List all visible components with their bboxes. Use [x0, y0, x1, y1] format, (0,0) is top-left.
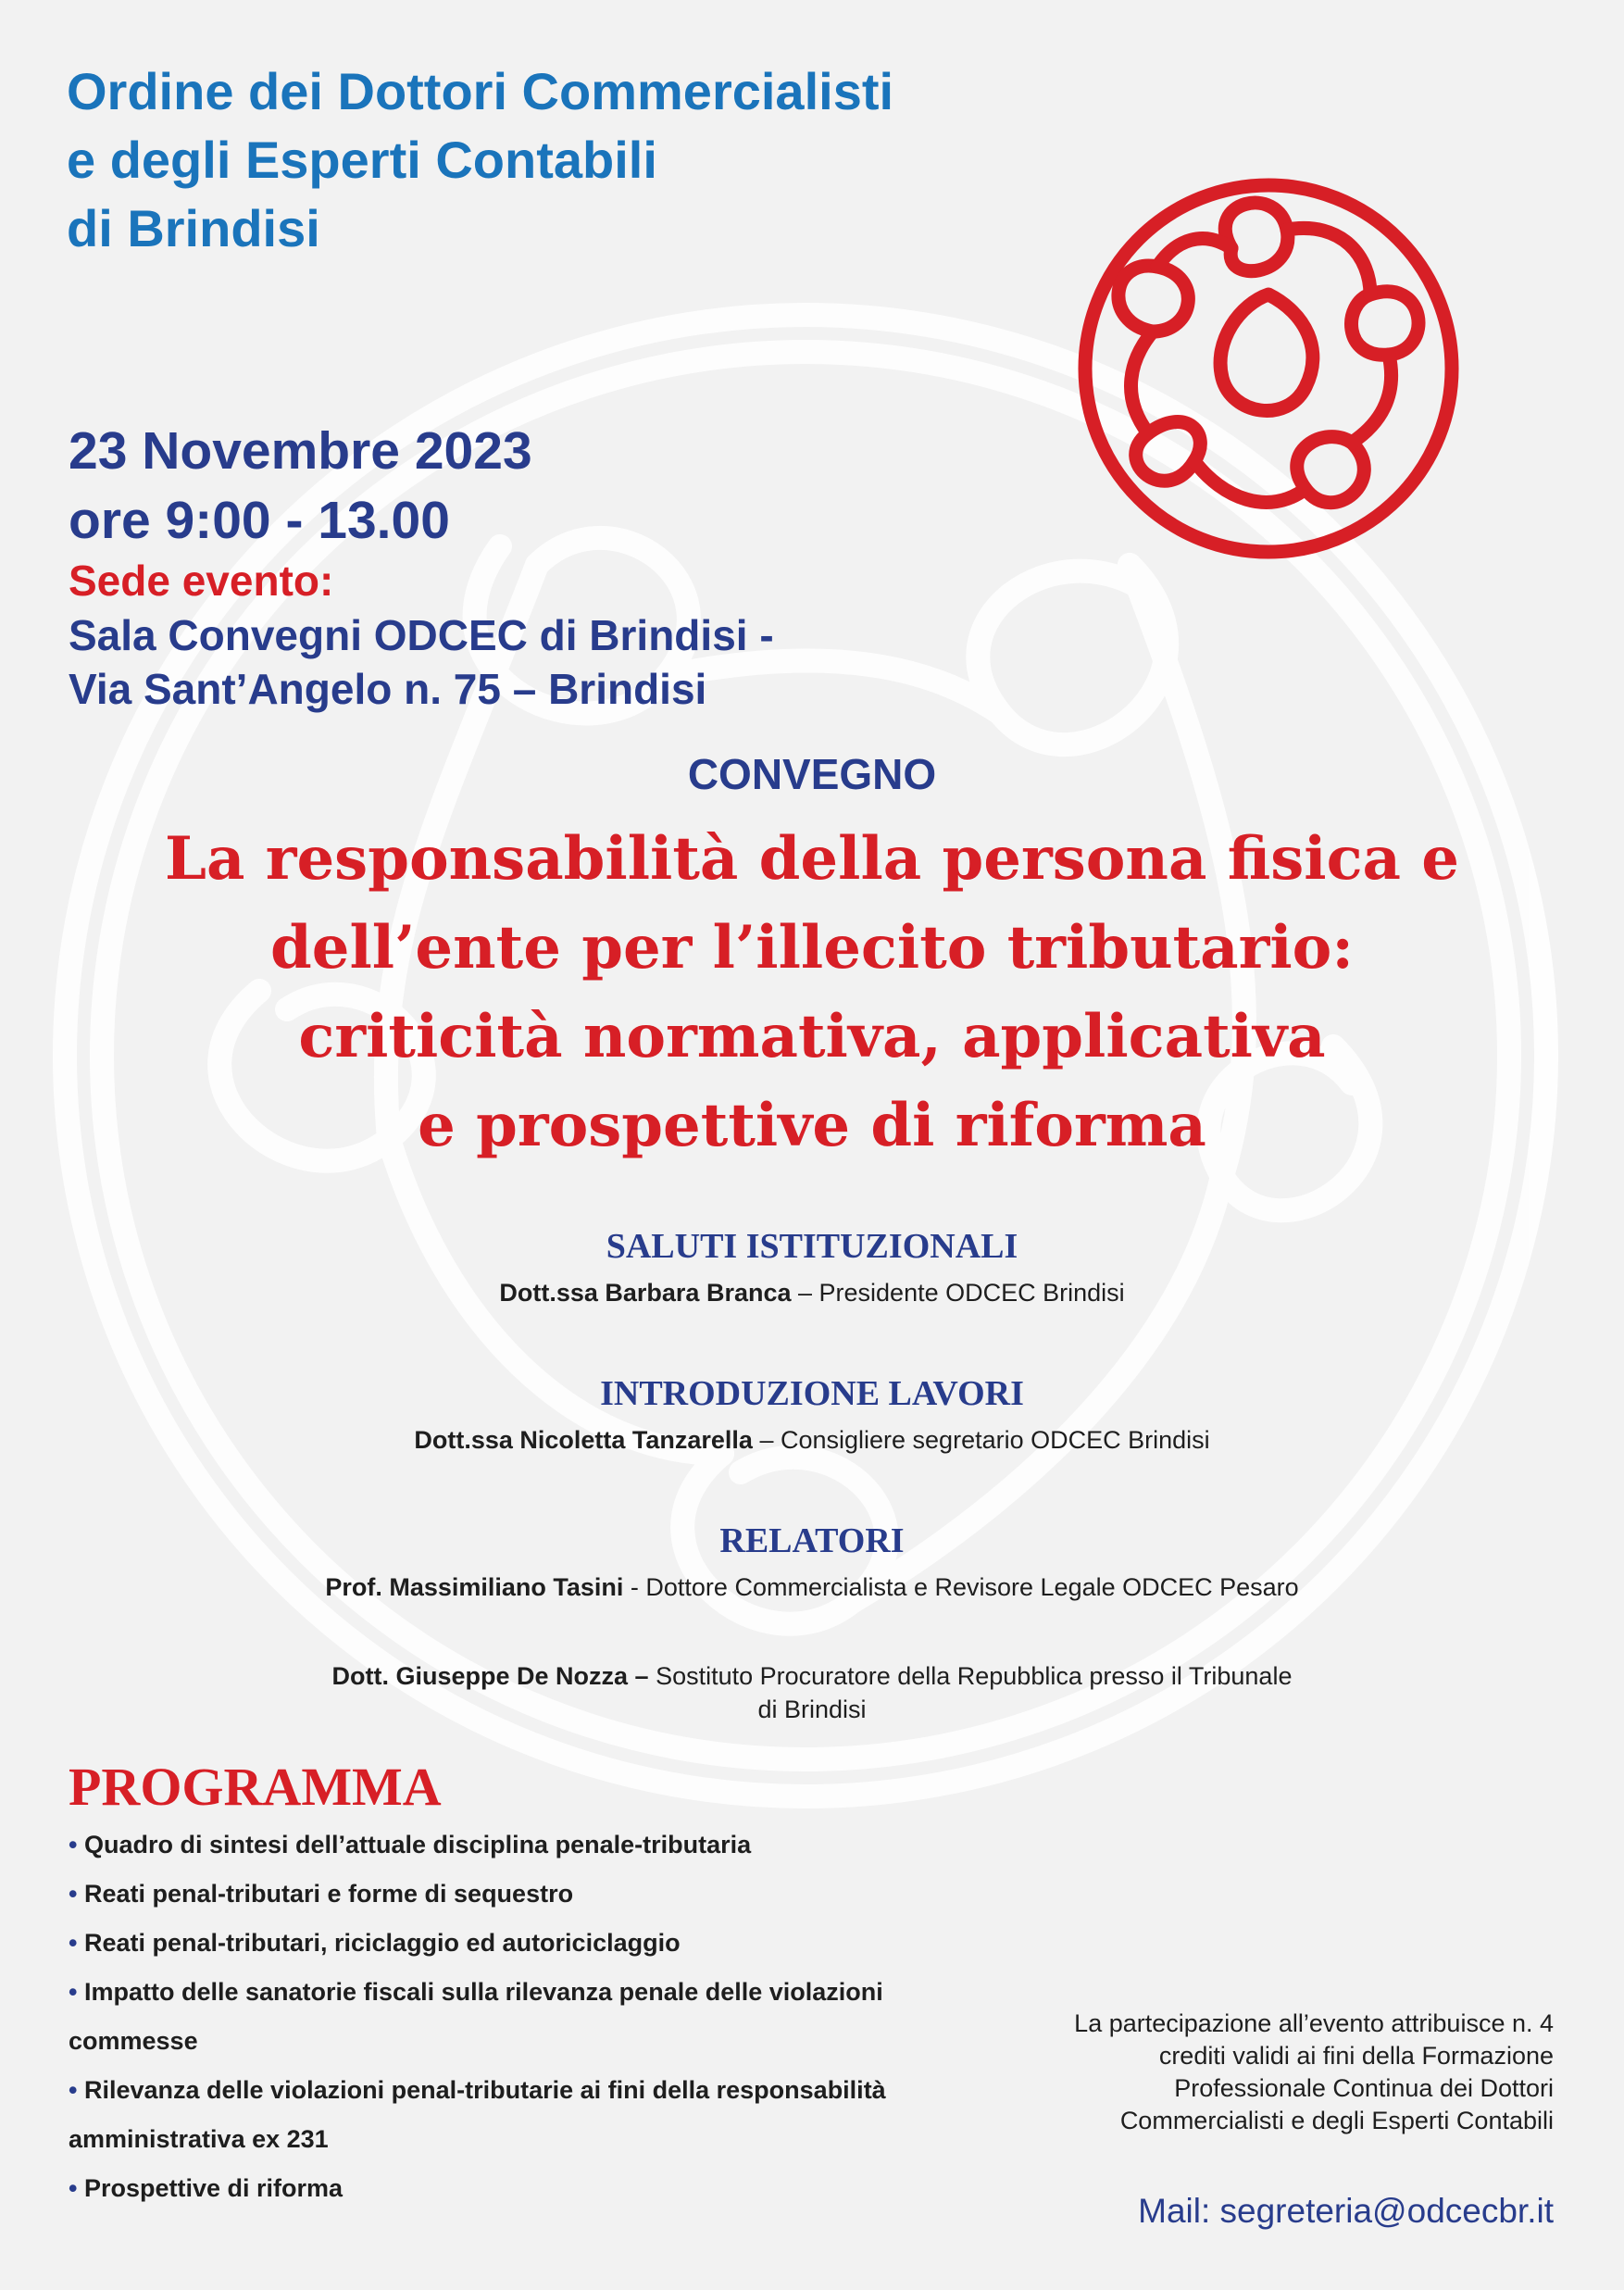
- organization-line: e degli Esperti Contabili: [67, 131, 657, 189]
- list-item: • Rilevanza delle violazioni penal-tributarie ai fini della responsabilità: [69, 2076, 886, 2104]
- credits-note: [906, 2008, 1554, 2137]
- list-item: • Reati penal-tributari e forme di sequestro: [69, 1880, 574, 1908]
- introduzione-heading: INTRODUZIONE LAVORI: [600, 1374, 1024, 1413]
- event-time: ore 9:00 - 13.00: [69, 491, 450, 550]
- speaker-name: Dott.ssa Nicoletta Tanzarella: [414, 1426, 753, 1454]
- bullet-icon: •: [69, 1929, 78, 1957]
- organization-heading: [67, 57, 893, 263]
- title-line: criticità normativa, applicativa: [298, 1002, 1326, 1071]
- relatori-heading: RELATORI: [719, 1521, 905, 1560]
- title-line: La responsabilità della persona fisica e: [164, 824, 1460, 894]
- credits-line: La partecipazione all’evento attribuisce n. 4: [1074, 2009, 1554, 2037]
- title-line: e prospettive di riforma: [418, 1091, 1206, 1160]
- speaker-role: Sostituto Procuratore della Repubblica presso il Tribunale: [648, 1662, 1293, 1690]
- event-date: 23 Novembre 2023: [69, 421, 532, 481]
- bullet-icon: •: [69, 1831, 78, 1858]
- speaker-name: Dott.ssa Barbara Branca: [499, 1279, 792, 1307]
- programma-heading: PROGRAMMA: [69, 1757, 442, 1817]
- bullet-icon: •: [69, 2174, 78, 2202]
- list-item: • Prospettive di riforma: [69, 2174, 344, 2202]
- list-item-cont: amministrativa ex 231: [69, 2125, 329, 2153]
- speaker-name: Prof. Massimiliano Tasini: [325, 1573, 624, 1601]
- bullet-icon: •: [69, 2076, 78, 2104]
- list-item: • Impatto delle sanatorie fiscali sulla rilevanza penale delle violazioni: [69, 1978, 883, 2006]
- speaker-role: – Consigliere segretario ODCEC Brindisi: [752, 1426, 1210, 1454]
- title-line: dell’ente per l’illecito tributario:: [270, 913, 1354, 982]
- speaker-name: Dott. Giuseppe De Nozza –: [331, 1662, 649, 1690]
- relatore-1: [0, 1570, 1624, 1604]
- list-item: • Quadro di sintesi dell’attuale disciplina penale-tributaria: [69, 1831, 752, 1858]
- introduzione-speaker: [0, 1423, 1624, 1457]
- organization-line: di Brindisi: [67, 199, 320, 257]
- contact-mail: Mail: segreteria@odcecbr.it: [1138, 2192, 1554, 2230]
- relatore-2-role-cont: di Brindisi: [757, 1696, 867, 1723]
- organization-line: Ordine dei Dottori Commercialisti: [67, 62, 894, 120]
- speaker-role: - Dottore Commercialista e Revisore Legale ODCEC Pesaro: [623, 1573, 1299, 1601]
- saluti-heading: SALUTI ISTITUZIONALI: [606, 1227, 1018, 1266]
- venue-line: Via Sant’Angelo n. 75 – Brindisi: [69, 665, 707, 713]
- list-item-cont: commesse: [69, 2027, 198, 2055]
- credits-line: Commercialisti e degli Esperti Contabili: [1119, 2107, 1554, 2134]
- event-title: [56, 815, 1568, 1170]
- venue-address: [69, 608, 774, 716]
- credits-line: Professionale Continua dei Dottori: [1174, 2074, 1554, 2102]
- convegno-label: CONVEGNO: [687, 750, 937, 798]
- programma-list: [69, 1821, 994, 2213]
- venue-line: Sala Convegni ODCEC di Brindisi -: [69, 611, 774, 659]
- saluti-speaker: [0, 1276, 1624, 1309]
- list-item: • Reati penal-tributari, riciclaggio ed autoriciclaggio: [69, 1929, 681, 1957]
- bullet-icon: •: [69, 1978, 78, 2006]
- bullet-icon: •: [69, 1880, 78, 1908]
- relatore-2: [0, 1659, 1624, 1693]
- venue-label: Sede evento:: [69, 557, 334, 605]
- credits-line: crediti validi ai fini della Formazione: [1158, 2042, 1554, 2070]
- speaker-role: – Presidente ODCEC Brindisi: [791, 1279, 1125, 1307]
- odcec-knot-logo-icon: [1065, 165, 1472, 572]
